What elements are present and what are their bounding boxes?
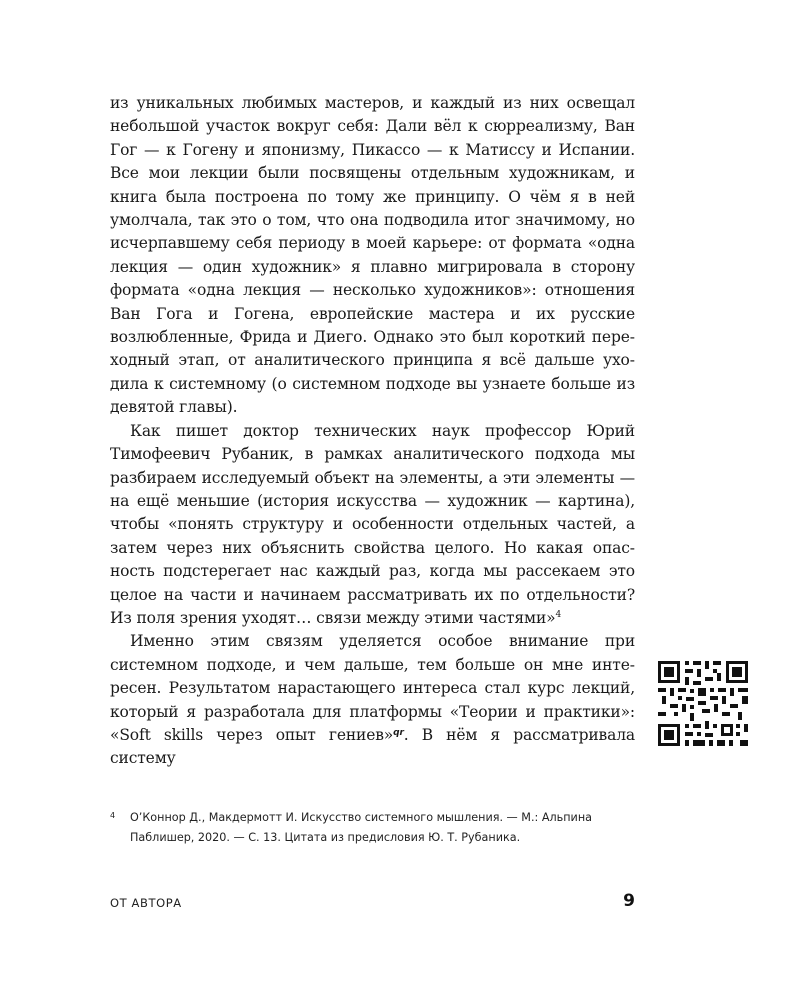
qr-mark-icon: qr — [393, 727, 404, 738]
paragraph-3-text-start: Именно этим связям уделяется особое внимание при системном подходе, и чем дальше, тем больше он мне интересен. Результатом нарастающего интереса стал курс лекций, который я разработала для платформы «Теории и практики»: «Soft skills через опыт гениев» — [110, 632, 635, 744]
paragraph-3 — [110, 630, 635, 770]
page-number: 9 — [623, 891, 635, 911]
footnote-ref[interactable]: 4 — [555, 609, 562, 620]
paragraph-2-text: Как пишет доктор технических наук профессор Юрий Тимофеевич Рубаник, в рамках аналитического подхода мы разбираем исследуемый объект на элементы, а эти элементы — на ещё меньшие (история искусства — художник — картина), чтобы «понять структуру и особенности отдельных частей, а затем через них объяснить свойства целого. Но какая опасность подстерегает нас каждый раз, когда мы рассекаем это целое на части и начинаем рассматривать их по отдельности? Из поля зрения уходят… связи между этими частями» — [110, 421, 635, 627]
paragraph-2 — [110, 420, 635, 631]
footnote — [110, 808, 635, 848]
qr-code-icon[interactable] — [658, 661, 748, 746]
paragraph-3-text-end: . В нём я рассматривала систему — [110, 725, 636, 768]
running-title: ОТ АВТОРА — [110, 896, 182, 910]
footnote-text: О’Коннор Д., Макдермотт И. Искусство системного мышления. — М.: Альпина Паблишер, 2020. — С. 13. Цитата из предисловия Ю. Т. Рубаника. — [130, 811, 592, 844]
footnote-number: 4 — [110, 811, 116, 820]
paragraph-1: из уникальных любимых мастеров, и каждый из них освещал небольшой участок вокруг себя: Дали вёл к сюрреализму, Ван Гог — к Гогену и японизму, Пикассо — к Матиссу и Испании. Все мои лекции были посвящены отдельным художникам, и книга была построена по тому же принципу. О чём я в ней умолчала, так это о том, что она подводила итог значимому, но исчерпавшему себя периоду в моей карьере: от формата «одна лекция — один художник» я плавно мигрировала в сторону формата «одна лекция — несколько художников»: отношения Ван Гога и Гогена, европейские мастера и их русские возлюбленные, Фрида и Диего. Однако это был короткий переходный этап, от аналитического принципа я всё дальше уходила к системному (о системном подходе вы узнаете больше из девятой главы). — [110, 94, 635, 417]
main-text — [110, 92, 635, 771]
